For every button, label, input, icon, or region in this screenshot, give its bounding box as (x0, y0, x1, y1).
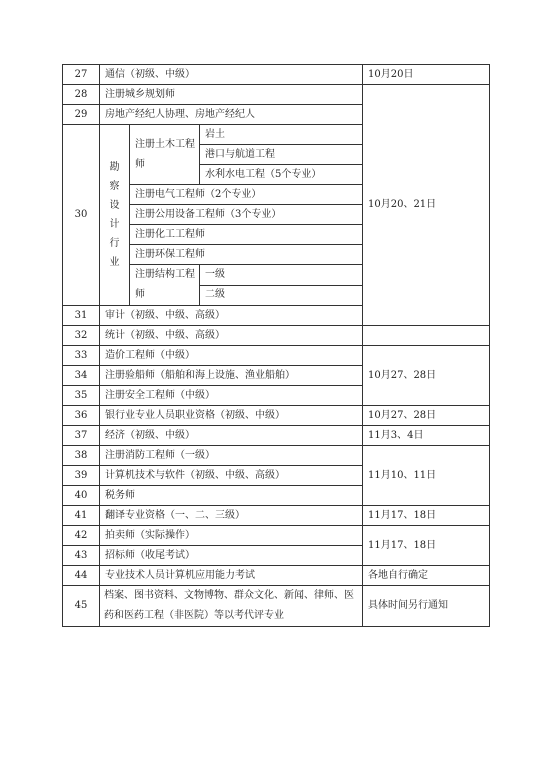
exam-name: 注册化工工程师 (130, 225, 363, 245)
row-number: 39 (63, 466, 100, 486)
exam-name: 专业技术人员计算机应用能力考试 (100, 566, 363, 586)
exam-date: 具体时间另行通知 (363, 586, 490, 627)
exam-name: 审计（初级、中级、高级） (100, 306, 363, 326)
civil-item: 港口与航道工程 (200, 145, 363, 165)
structural-engineer-label: 注册结构工程师 (130, 265, 200, 306)
civil-item: 水利水电工程（5个专业） (200, 165, 363, 185)
exam-name: 注册电气工程师（2个专业） (130, 185, 363, 205)
row-number: 41 (63, 506, 100, 526)
row-number: 40 (63, 486, 100, 506)
industry-group-label: 勘察设计行业 (100, 125, 130, 306)
row-number: 29 (63, 105, 100, 125)
row-number: 31 (63, 306, 100, 326)
row-number: 34 (63, 366, 100, 386)
exam-name: 经济（初级、中级） (100, 426, 363, 446)
structural-level: 一级 (200, 265, 363, 286)
row-number: 35 (63, 386, 100, 406)
exam-name: 注册环保工程师 (130, 245, 363, 265)
exam-date: 10月20日 (363, 65, 490, 85)
structural-level: 二级 (200, 285, 363, 306)
exam-name: 翻译专业资格（一、二、三级） (100, 506, 363, 526)
exam-date: 10月27、28日 (363, 346, 490, 406)
exam-name: 造价工程师（中级） (100, 346, 363, 366)
table-row (63, 85, 490, 105)
row-number: 44 (63, 566, 100, 586)
exam-name: 注册城乡规划师 (100, 85, 363, 105)
table-row (63, 506, 490, 526)
table-row (63, 566, 490, 586)
exam-name: 计算机技术与软件（初级、中级、高级） (100, 466, 363, 486)
exam-date: 各地自行确定 (363, 566, 490, 586)
exam-name: 注册验船师（船舶和海上设施、渔业船舶） (100, 366, 363, 386)
exam-date: 11月17、18日 (363, 506, 490, 526)
row-number: 45 (63, 586, 100, 627)
row-number: 36 (63, 406, 100, 426)
table-row (63, 446, 490, 466)
row-number: 38 (63, 446, 100, 466)
table-row (63, 426, 490, 446)
exam-name: 统计（初级、中级、高级） (100, 326, 363, 346)
row-number: 28 (63, 85, 100, 105)
exam-date: 11月3、4日 (363, 426, 490, 446)
row-number: 27 (63, 65, 100, 85)
row-number: 42 (63, 526, 100, 546)
civil-item: 岩土 (200, 125, 363, 145)
table-row (63, 326, 490, 346)
exam-name: 房地产经纪人协理、房地产经纪人 (100, 105, 363, 125)
civil-engineer-label: 注册土木工程师 (130, 125, 200, 185)
exam-date: 10月20、21日 (363, 85, 490, 326)
exam-name: 银行业专业人员职业资格（初级、中级） (100, 406, 363, 426)
exam-name: 档案、图书资料、文物博物、群众文化、新闻、律师、医药和医药工程（非医院）等以考代评专业 (100, 586, 363, 627)
exam-name: 通信（初级、中级） (100, 65, 363, 85)
exam-name: 税务师 (100, 486, 363, 506)
exam-date: 11月17、18日 (363, 526, 490, 566)
row-number: 43 (63, 546, 100, 566)
exam-name: 注册安全工程师（中级） (100, 386, 363, 406)
row-number: 33 (63, 346, 100, 366)
exam-name: 招标师（收尾考试） (100, 546, 363, 566)
exam-schedule-table (62, 64, 490, 627)
exam-name: 拍卖师（实际操作） (100, 526, 363, 546)
exam-date: 10月27、28日 (363, 406, 490, 426)
exam-date: 11月10、11日 (363, 446, 490, 506)
exam-name: 注册消防工程师（一级） (100, 446, 363, 466)
table-row (63, 586, 490, 627)
table-row (63, 406, 490, 426)
table-row (63, 526, 490, 546)
row-number: 32 (63, 326, 100, 346)
table-row (63, 65, 490, 85)
exam-name: 注册公用设备工程师（3个专业） (130, 205, 363, 225)
table-row (63, 346, 490, 366)
row-number: 30 (63, 125, 100, 306)
row-number: 37 (63, 426, 100, 446)
